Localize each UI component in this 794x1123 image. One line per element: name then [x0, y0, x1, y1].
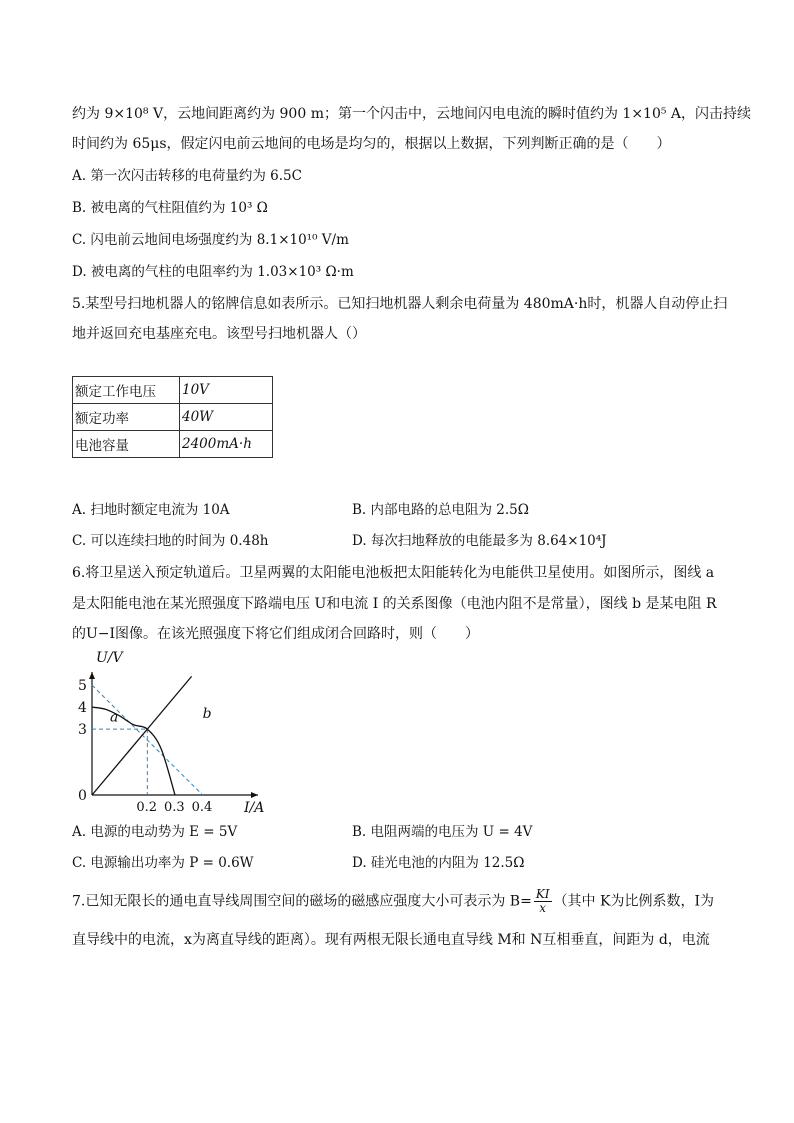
q5-option-d: D. 每次扫地释放的电能最多为 8.64×10⁴J [352, 533, 607, 549]
q4-text-line-2: 时间约为 65μs，假定闪电前云地间的电场是均匀的，根据以上数据，下列判断正确的是（ ） [72, 136, 671, 152]
x-tick-label: 0.2 [136, 800, 158, 815]
q6-option-a: A. 电源的电动势为 E = 5V [72, 824, 238, 840]
q6-text-line-2: 是太阳能电池在某光照强度下路端电压 U和电流 I 的关系图像（电池内阻不是常量），图线 b 是某电阻 R [72, 596, 717, 612]
x-tick-label: 0.4 [191, 800, 213, 815]
origin-label: 0 [78, 788, 87, 804]
fraction-denominator: x [539, 901, 547, 915]
series-a-label: a [109, 709, 119, 726]
series-a-line [92, 707, 175, 795]
q6-option-d: D. 硅光电池的内阻为 12.5Ω [352, 855, 525, 871]
series-b-line [92, 676, 192, 795]
y-tick-label: 3 [78, 722, 87, 739]
formula-fraction [534, 888, 552, 915]
q4-option-a: A. 第一次闪击转移的电荷量约为 6.5C [72, 168, 302, 184]
table-row [73, 431, 273, 458]
q5-option-a: A. 扫地时额定电流为 10A [72, 502, 230, 518]
y-axis-label: U/V [96, 650, 123, 666]
q6-text-line-1: 6.将卫星送入预定轨道后。卫星两翼的太阳能电池板把太阳能转化为电能供卫星使用。如图所示，图线 a [72, 565, 715, 581]
q7-text-end: （其中 K为比例系数，I为 [553, 893, 714, 910]
q4-option-c: C. 闪电前云地间电场强度约为 8.1×10¹⁰ V/m [72, 232, 349, 248]
spec-key: 电池容量 [73, 431, 180, 458]
q6-option-c: C. 电源输出功率为 P = 0.6W [72, 855, 254, 871]
spec-table [72, 376, 273, 458]
q6-text-line-3: 的U−I图像。在该光照强度下将它们组成闭合回路时，则（ ） [72, 626, 480, 642]
ui-graph [60, 640, 300, 818]
x-axis-arrow [251, 792, 258, 798]
fraction-numerator: KI [535, 887, 550, 901]
q5-option-c: C. 可以连续扫地的时间为 0.48h [72, 533, 269, 549]
q5-text-line-2: 地并返回充电基座充电。该型号扫地机器人（） [72, 326, 366, 342]
spec-value: 2400mA·h [180, 431, 273, 458]
series-b-label: b [202, 706, 212, 723]
q5-option-b: B. 内部电路的总电阻为 2.5Ω [352, 502, 529, 518]
spec-value: 10V [180, 377, 273, 404]
q4-text-line-1: 约为 9×10⁸ V，云地间距离约为 900 m；第一个闪击中，云地间闪电电流的瞬时值约为 1×10⁵ A，闪击持续 [72, 106, 752, 122]
y-tick-label: 5 [78, 678, 87, 695]
q5-text-line-1: 5.某型号扫地机器人的铭牌信息如表所示。已知扫地机器人剩余电荷量为 480mA·h时，机器人自动停止扫 [72, 296, 728, 312]
x-tick-label: 0.3 [164, 800, 185, 815]
q4-option-d: D. 被电离的气柱的电阻率约为 1.03×10³ Ω·m [72, 264, 354, 280]
spec-key: 额定工作电压 [73, 377, 180, 404]
x-axis-label: I/A [244, 800, 265, 816]
q7-text-start: 7.已知无限长的通电直导线周围空间的磁场的磁感应强度大小可表示为 B= [72, 893, 532, 910]
y-axis-arrow [89, 672, 95, 679]
q6-option-b: B. 电阻两端的电压为 U = 4V [352, 824, 533, 840]
table-row [73, 404, 273, 431]
spec-value: 40W [180, 404, 273, 431]
table-row [73, 377, 273, 404]
q7-text-line-2: 直导线中的电流，x为离直导线的距离）。现有两根无限长通电直导线 M和 N互相垂直，间距为 d，电流 [72, 932, 710, 948]
q7-text-line-1 [72, 888, 714, 915]
y-tick-label: 4 [78, 700, 87, 717]
spec-key: 额定功率 [73, 404, 180, 431]
q4-option-b: B. 被电离的气柱阻值约为 10³ Ω [72, 200, 268, 216]
